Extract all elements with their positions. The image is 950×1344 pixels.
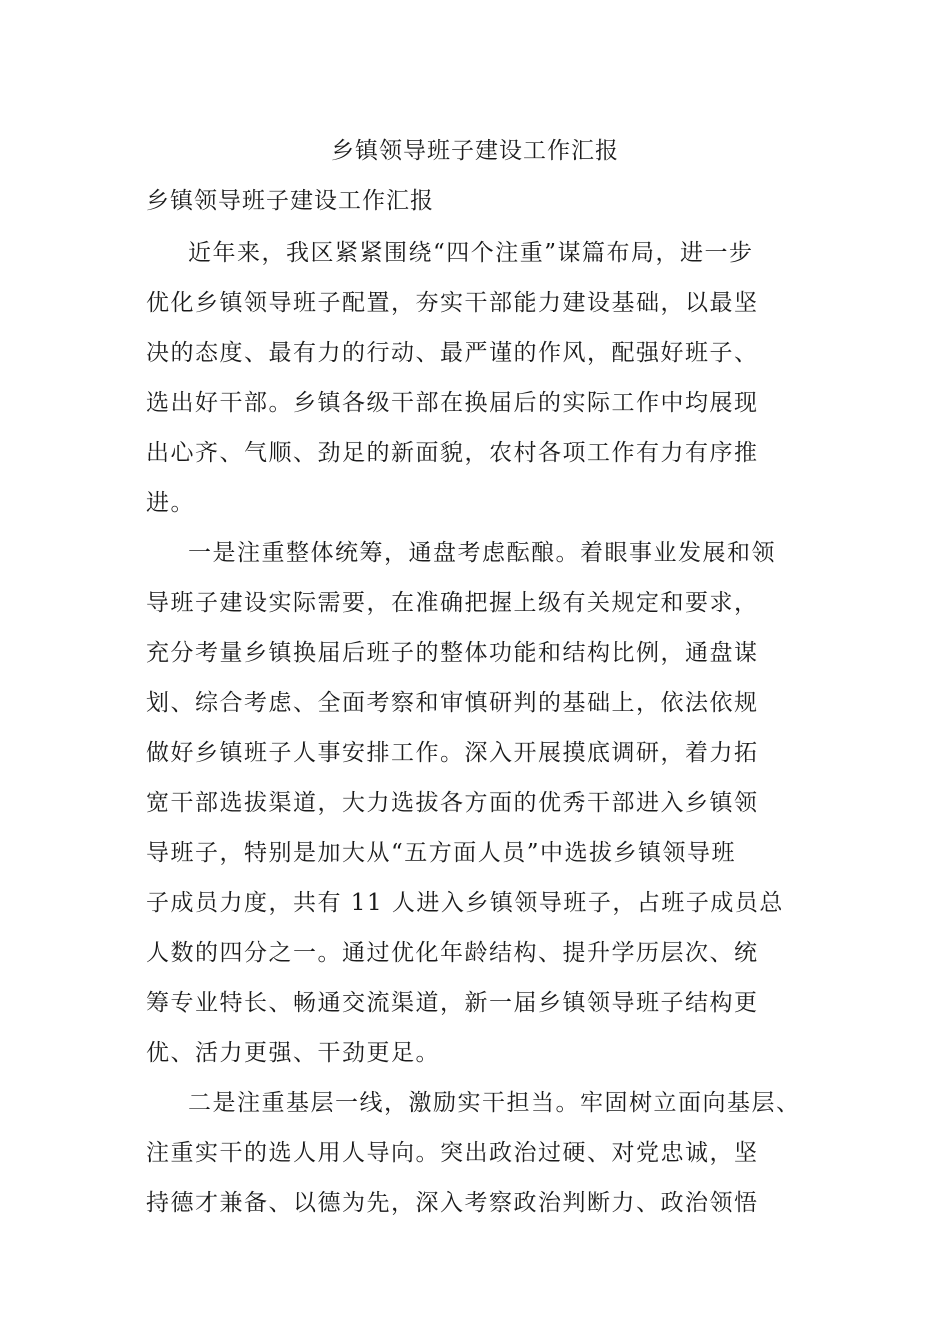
document-subtitle: 乡镇领导班子建设工作汇报: [146, 188, 434, 214]
paragraph-line: 做好乡镇班子人事安排工作。深入开展摸底调研，着力拓: [146, 740, 759, 766]
paragraph-line: 导班子，特别是加大从“五方面人员”中选拔乡镇领导班: [146, 840, 737, 866]
paragraph-line: 人数的四分之一。通过优化年龄结构、提升学历层次、统: [146, 940, 759, 966]
paragraph-line: 近年来，我区紧紧围绕“四个注重”谋篇布局，进一步: [188, 240, 754, 266]
document-title: 乡镇领导班子建设工作汇报: [331, 138, 619, 164]
paragraph-line: 充分考量乡镇换届后班子的整体功能和结构比例，通盘谋: [146, 640, 759, 666]
paragraph-line: 持德才兼备、以德为先，深入考察政治判断力、政治领悟: [146, 1190, 759, 1216]
paragraph-line: 优、活力更强、干劲更足。: [146, 1040, 440, 1066]
paragraph-line: 决的态度、最有力的行动、最严谨的作风，配强好班子、: [146, 340, 759, 366]
paragraph-line: 宽干部选拔渠道，大力选拔各方面的优秀干部进入乡镇领: [146, 790, 759, 816]
paragraph-line: 选出好干部。乡镇各级干部在换届后的实际工作中均展现: [146, 390, 759, 416]
paragraph-line: 子成员力度，共有 11 人进入乡镇领导班子，占班子成员总: [146, 890, 784, 916]
paragraph-line: 二是注重基层一线，激励实干担当。牢固树立面向基层、: [188, 1090, 801, 1116]
paragraph-line: 进。: [146, 490, 195, 516]
paragraph-line: 一是注重整体统筹，通盘考虑酝酿。着眼事业发展和领: [188, 540, 776, 566]
paragraph-line: 划、综合考虑、全面考察和审慎研判的基础上，依法依规: [146, 690, 759, 716]
paragraph-line: 出心齐、气顺、劲足的新面貌，农村各项工作有力有序推: [146, 440, 759, 466]
paragraph-line: 筹专业特长、畅通交流渠道，新一届乡镇领导班子结构更: [146, 990, 759, 1016]
paragraph-line: 优化乡镇领导班子配置，夯实干部能力建设基础，以最坚: [146, 290, 759, 316]
paragraph-line: 注重实干的选人用人导向。突出政治过硬、对党忠诚，坚: [146, 1140, 759, 1166]
paragraph-line: 导班子建设实际需要，在准确把握上级有关规定和要求，: [146, 590, 759, 616]
